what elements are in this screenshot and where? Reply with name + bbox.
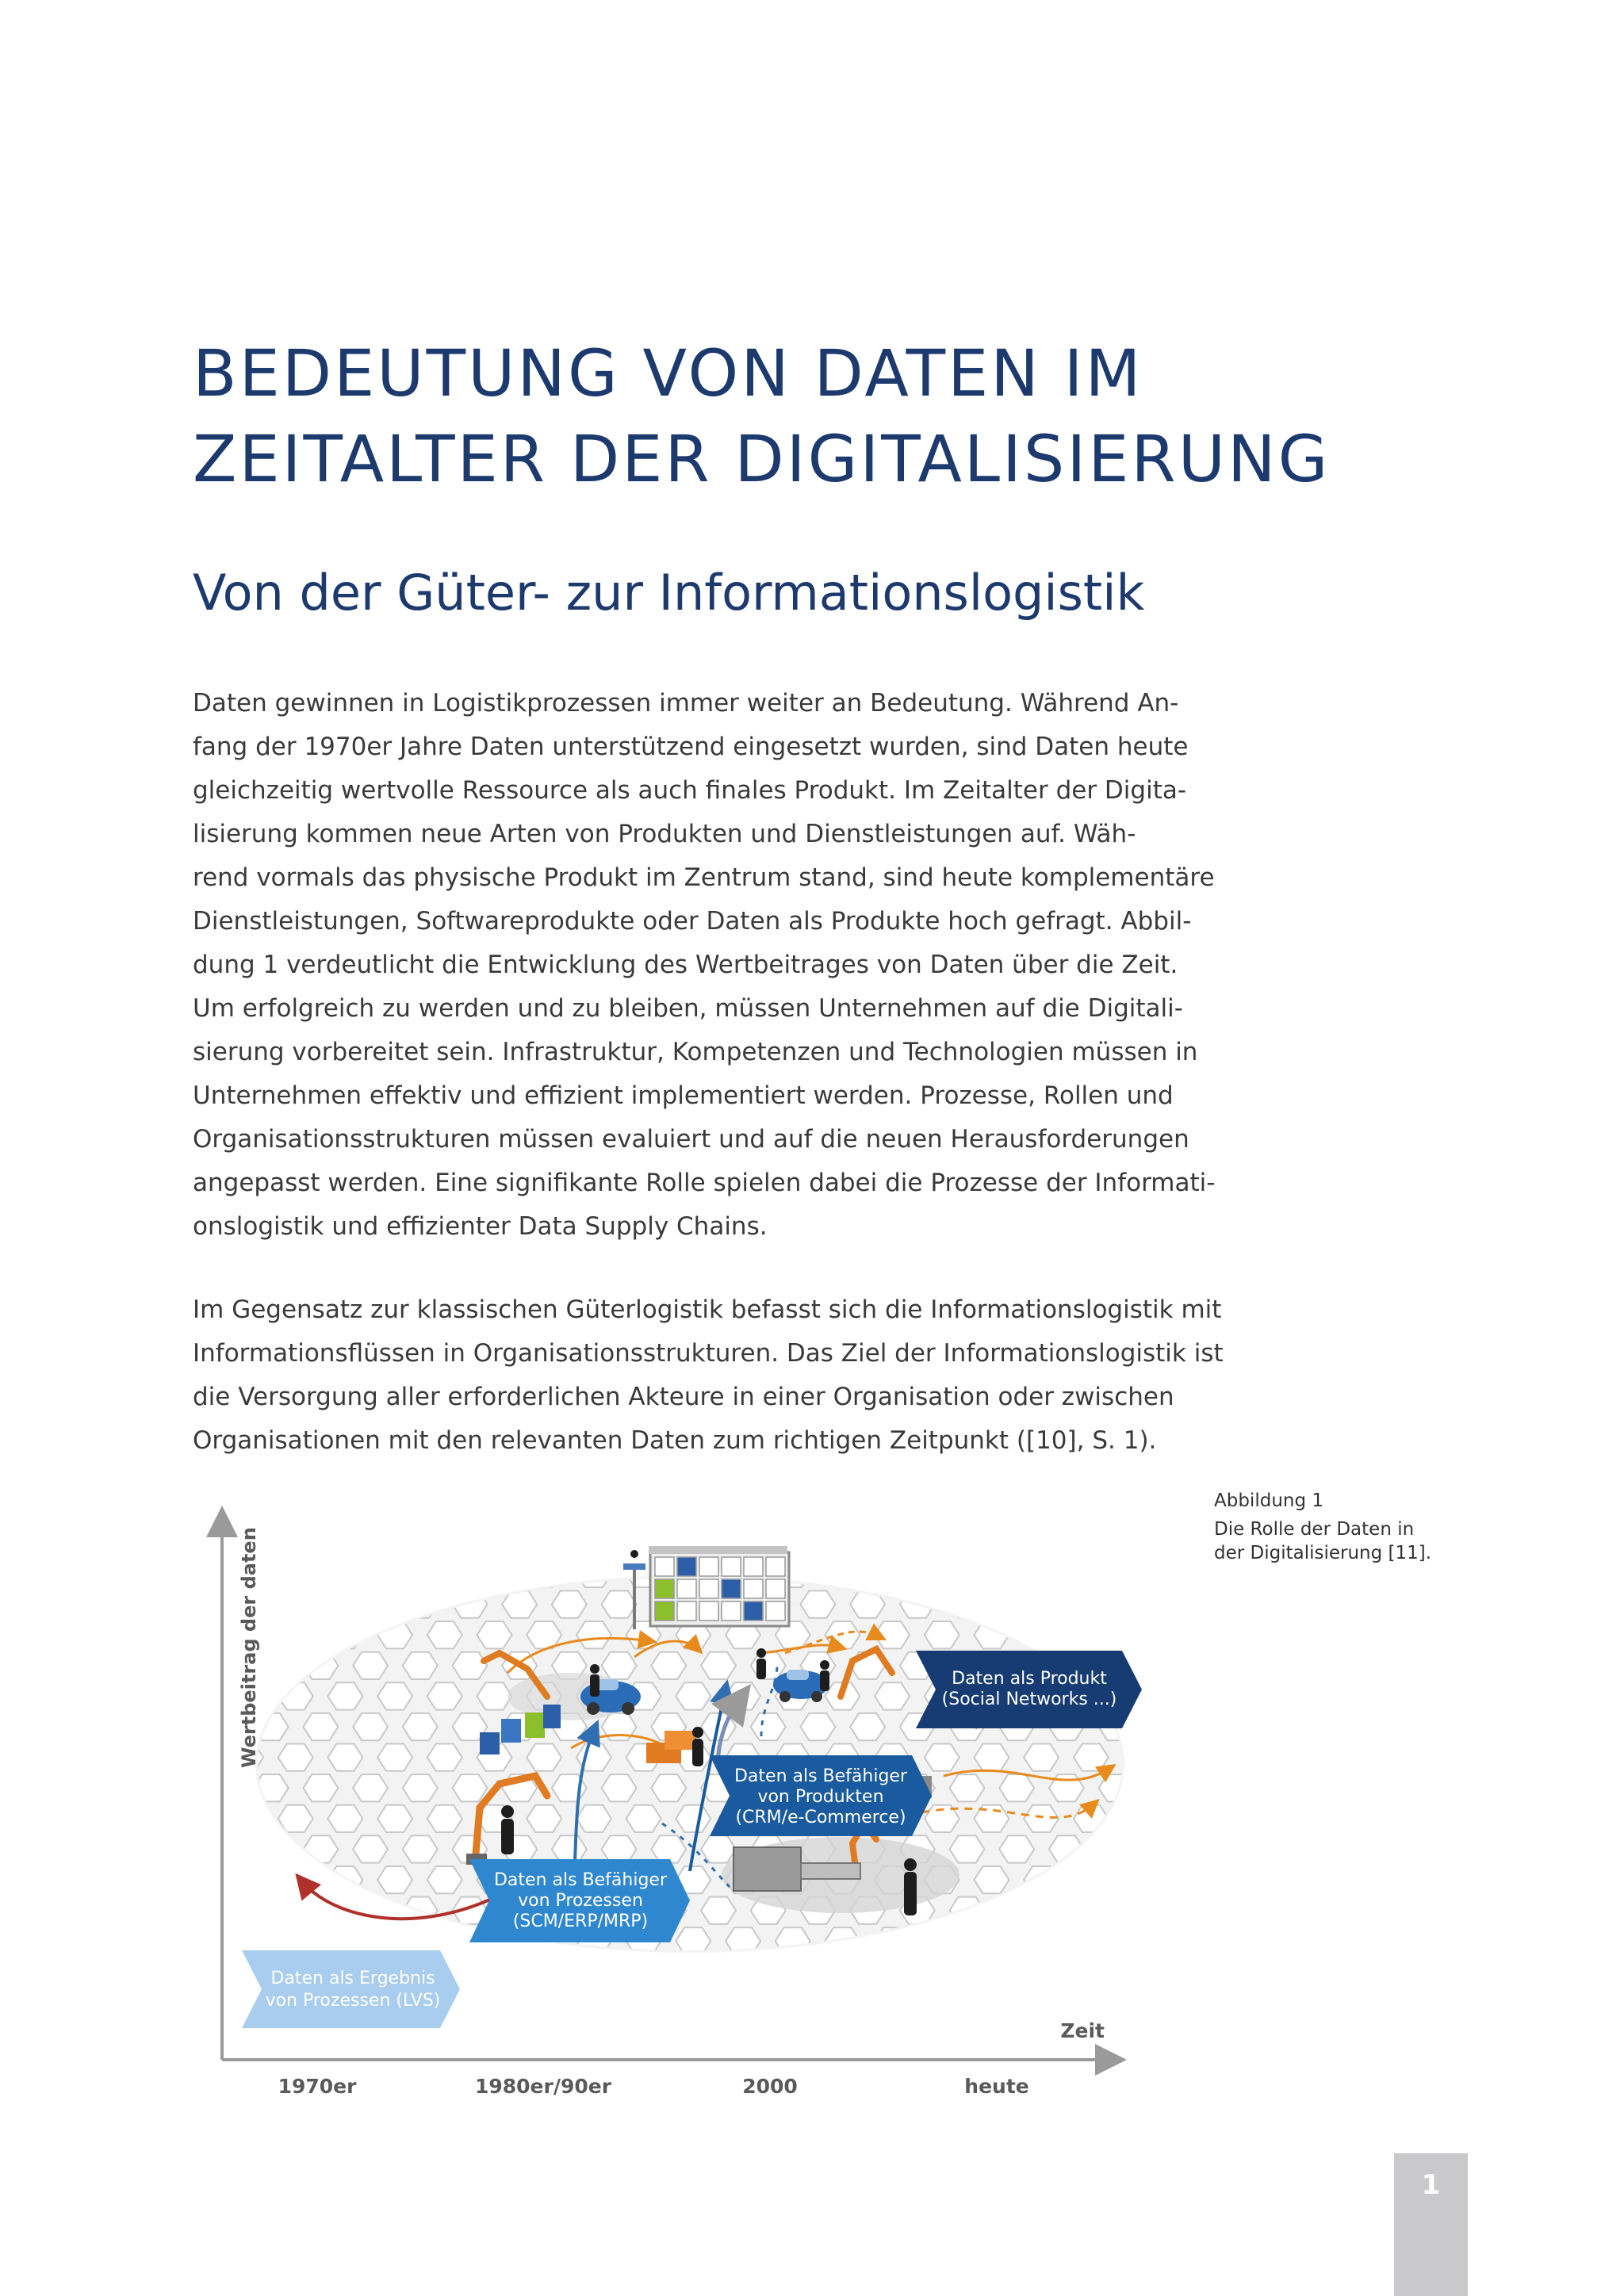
caption-text-line: der Digitalisierung [11]. <box>1214 1543 1432 1563</box>
x-axis-label: Zeit <box>1060 2019 1105 2042</box>
hex-tile <box>651 1958 686 1985</box>
hex-tile <box>1148 1652 1183 1679</box>
hex-tile <box>303 1591 338 1618</box>
hex-tile <box>453 1958 488 1985</box>
blue-cube <box>480 1732 500 1755</box>
hex-tile <box>950 1958 985 1985</box>
hex-tile <box>999 1897 1034 1924</box>
x-tick-label: 2000 <box>742 2075 798 2098</box>
caption-text-line: Die Rolle der Daten in <box>1214 1519 1415 1540</box>
hex-tile <box>1148 1897 1183 1924</box>
hex-tile <box>403 1713 438 1740</box>
hex-tile <box>303 1835 338 1862</box>
hex-tile <box>999 1774 1034 1801</box>
hex-tile <box>1099 1958 1134 1985</box>
hex-tile <box>552 1958 587 1985</box>
hex-tile <box>701 1835 736 1862</box>
hex-tile <box>353 1835 388 1862</box>
hex-tile <box>975 1866 1009 1893</box>
hex-tile <box>1124 1621 1159 1648</box>
hex-tile <box>1124 1744 1159 1771</box>
hex-tile <box>228 1866 263 1893</box>
hex-tile <box>576 1805 611 1832</box>
hex-tile <box>800 1958 835 1985</box>
paragraph-line: Daten gewinnen in Logistikprozessen immer weiter an Bedeutung. Während An- <box>193 689 1179 718</box>
hex-tile <box>1148 1774 1183 1801</box>
hex-tile <box>1124 1805 1159 1832</box>
shelf-cell <box>655 1601 674 1621</box>
x-tick-label: 1970er <box>278 2075 357 2098</box>
hex-tile <box>875 1621 910 1648</box>
hex-tile <box>427 1744 462 1771</box>
paragraph-line: rend vormals das physische Produkt im Zentrum stand, sind heute komplementäre <box>193 863 1215 892</box>
hex-tile <box>1173 1682 1208 1709</box>
scanner-head <box>623 1563 645 1570</box>
x-tick-label: 1980er/90er <box>474 2075 612 2098</box>
caption-label: Abbildung 1 <box>1214 1490 1324 1511</box>
hex-tile <box>353 1591 388 1618</box>
shelf-cell <box>677 1557 696 1576</box>
hex-tile <box>453 1774 488 1801</box>
hex-tile <box>427 1682 462 1709</box>
hex-tile <box>651 1835 686 1862</box>
stage-label-line: (Social Networks ...) <box>941 1689 1117 1709</box>
stage-label-line: Daten als Befähiger <box>493 1870 668 1890</box>
hex-tile <box>602 1591 637 1618</box>
hex-tile <box>800 1591 835 1618</box>
paragraph-line: fang der 1970er Jahre Daten unterstützend eingesetzt wurden, sind Daten heute <box>193 733 1189 761</box>
hex-tile <box>303 1713 338 1740</box>
hex-tile <box>676 1682 710 1709</box>
hex-tile <box>453 1591 488 1618</box>
hex-tile <box>1148 1835 1183 1862</box>
shelf-cell <box>766 1579 785 1598</box>
paragraph-line: lisierung kommen neue Arten von Produkten und Dienstleistungen auf. Wäh- <box>193 820 1136 848</box>
hex-tile <box>999 1958 1034 1985</box>
hex-tile <box>427 1866 462 1893</box>
shelf-cell <box>766 1601 785 1621</box>
stage-label-line: Daten als Produkt <box>952 1669 1107 1689</box>
paragraph-line: die Versorgung aller erforderlichen Akteure in einer Organisation oder zwischen <box>193 1383 1174 1411</box>
hex-tile <box>254 1835 289 1862</box>
hex-tile <box>1099 1835 1134 1862</box>
hex-tile <box>353 1774 388 1801</box>
hex-tile <box>377 1560 412 1587</box>
hex-tile <box>925 1560 959 1587</box>
shelf-cell <box>655 1557 674 1576</box>
paragraph-line: gleichzeitig wertvolle Ressource als auch finales Produkt. Im Zeitalter der Digita- <box>193 776 1187 805</box>
hex-tile <box>377 1744 412 1771</box>
hex-tile <box>377 1866 412 1893</box>
hex-tile <box>651 1652 686 1679</box>
stage-label-line: Daten als Befähiger <box>733 1766 908 1786</box>
hex-tile <box>278 1744 313 1771</box>
hex-tile <box>278 1621 313 1648</box>
hex-tile <box>1124 1927 1159 1954</box>
shelf-cell <box>744 1579 763 1598</box>
hex-tile <box>1074 1866 1109 1893</box>
hex-tile <box>1148 1591 1183 1618</box>
section-subtitle: Von der Güter- zur Informationslogistik <box>193 564 1145 622</box>
hex-tile <box>527 1560 561 1587</box>
shelf-cell <box>722 1579 741 1598</box>
hex-tile <box>1074 1744 1109 1771</box>
hex-tile <box>950 1774 985 1801</box>
hex-tile <box>1124 1866 1159 1893</box>
hex-tile <box>403 1835 438 1862</box>
shelf-illustration <box>649 1546 789 1626</box>
hex-tile <box>1173 1560 1208 1587</box>
hex-tile <box>427 1560 462 1587</box>
shelf-cell <box>722 1601 741 1621</box>
hex-tile <box>1198 1591 1233 1618</box>
hex-tile <box>1074 1560 1109 1587</box>
hex-tile <box>1173 1866 1208 1893</box>
page-number: 1 <box>1394 2153 1468 2296</box>
hex-tile <box>477 1560 512 1587</box>
hex-tile <box>427 1621 462 1648</box>
hex-tile <box>900 1958 935 1985</box>
shelf-cell <box>744 1557 763 1576</box>
hex-tile <box>999 1591 1034 1618</box>
hex-tile <box>676 1805 710 1832</box>
hex-tile <box>751 1652 786 1679</box>
hex-tile <box>651 1774 686 1801</box>
paragraph-line: dung 1 verdeutlicht die Entwicklung des Wertbeitrages von Daten über die Zeit. <box>193 951 1178 979</box>
hex-tile <box>502 1958 537 1985</box>
hex-tile <box>1173 1927 1208 1954</box>
paragraph-line: sierung vorbereitet sein. Infrastruktur, Kompetenzen und Technologien müssen in <box>193 1038 1198 1066</box>
hex-tile <box>1049 1591 1084 1618</box>
hex-tile <box>403 1652 438 1679</box>
hex-tile <box>701 1897 736 1924</box>
hex-tile <box>1198 1835 1233 1862</box>
hex-tile <box>950 1897 985 1924</box>
hex-tile <box>527 1805 561 1832</box>
hex-tile <box>477 1621 512 1648</box>
paragraph-line: Organisationsstrukturen müssen evaluiert und auf die neuen Herausforderungen <box>193 1125 1189 1154</box>
hex-tile <box>303 1897 338 1924</box>
hex-tile <box>1173 1621 1208 1648</box>
hex-tile <box>1148 1958 1183 1985</box>
paragraph-line: Unternehmen effektiv und effizient implementiert werden. Prozesse, Rollen und <box>193 1081 1174 1110</box>
hex-tile <box>850 1958 885 1985</box>
hex-tile <box>975 1560 1009 1587</box>
hex-tile <box>999 1835 1034 1862</box>
hex-tile <box>751 1958 786 1985</box>
shelf-cell <box>766 1557 785 1576</box>
hex-tile <box>403 1774 438 1801</box>
hex-tile <box>427 1805 462 1832</box>
stage-arrow-lvs <box>242 1950 460 2028</box>
hex-tile <box>950 1835 985 1862</box>
hex-tile <box>228 1805 263 1832</box>
hex-tile <box>1074 1927 1109 1954</box>
stage-label-line: von Produkten <box>757 1787 884 1807</box>
hex-tile <box>327 1744 362 1771</box>
shelf-cell <box>699 1557 718 1576</box>
hex-tile <box>254 1897 289 1924</box>
paragraph-line: Informationsflüssen in Organisationsstrukturen. Das Ziel der Informationslogistik ist <box>193 1339 1224 1368</box>
hex-tile <box>1024 1621 1059 1648</box>
paragraph-line: Im Gegensatz zur klassischen Güterlogistik befasst sich die Informationslogistik mit <box>193 1295 1222 1324</box>
stage-label-line: Daten als Ergebnis <box>270 1969 435 1988</box>
hex-tile <box>1024 1927 1059 1954</box>
hex-tile <box>1198 1897 1233 1924</box>
hex-tile <box>303 1774 338 1801</box>
hex-tile <box>1148 1713 1183 1740</box>
hex-tile <box>353 1897 388 1924</box>
hex-tile <box>925 1927 959 1954</box>
hex-tile <box>1198 1958 1233 1985</box>
hex-tile <box>327 1682 362 1709</box>
hex-tile <box>453 1652 488 1679</box>
paragraph-line: Um erfolgreich zu werden und zu bleiben, müssen Unternehmen auf die Digitali- <box>193 994 1183 1023</box>
hex-tile <box>751 1713 786 1740</box>
paragraph-line: onslogistik und effizienter Data Supply Chains. <box>193 1212 768 1241</box>
paragraph-line: Organisationen mit den relevanten Daten zum richtigen Zeitpunkt ([10], S. 1). <box>193 1426 1157 1455</box>
hex-tile <box>477 1682 512 1709</box>
shelf-cell <box>677 1601 696 1621</box>
hex-tile <box>602 1774 637 1801</box>
hex-tile <box>1124 1560 1159 1587</box>
hex-tile <box>527 1744 561 1771</box>
hex-tile <box>377 1805 412 1832</box>
hex-tile <box>1099 1591 1134 1618</box>
hex-tile <box>327 1805 362 1832</box>
hex-tile <box>875 1560 910 1587</box>
shelf-cell <box>655 1579 674 1598</box>
hex-tile <box>1049 1835 1084 1862</box>
shelf-cell <box>722 1557 741 1576</box>
green-cube <box>525 1712 545 1738</box>
stage-label-line: (SCM/ERP/MRP) <box>512 1911 649 1931</box>
hex-tile <box>1049 1958 1084 1985</box>
title-line-1: BEDEUTUNG VON DATEN IM <box>193 337 1143 411</box>
hex-tile <box>975 1927 1009 1954</box>
hex-tile <box>825 1560 860 1587</box>
stage-label-line: von Prozessen <box>518 1891 643 1911</box>
title-line-2: ZEITALTER DER DIGITALISIERUNG <box>193 423 1331 497</box>
shelf-cell <box>699 1579 718 1598</box>
hex-tile <box>875 1682 910 1709</box>
hex-tile <box>1049 1897 1084 1924</box>
hex-tile <box>1074 1621 1109 1648</box>
hex-tile <box>1198 1774 1233 1801</box>
hex-tile <box>602 1958 637 1985</box>
hex-tile <box>1099 1897 1134 1924</box>
hex-tile <box>975 1744 1009 1771</box>
hex-tile <box>701 1652 736 1679</box>
hex-tile <box>850 1713 885 1740</box>
hex-tile <box>925 1621 959 1648</box>
stage-label-line: von Prozessen (LVS) <box>265 1991 441 2011</box>
hex-tile <box>377 1682 412 1709</box>
hex-tile <box>602 1835 637 1862</box>
hex-tile <box>278 1560 313 1587</box>
x-tick-label: heute <box>964 2075 1029 2098</box>
orange-box <box>665 1731 696 1750</box>
hex-tile <box>602 1652 637 1679</box>
hex-tile <box>576 1621 611 1648</box>
hex-tile <box>1198 1652 1233 1679</box>
hex-tile <box>327 1560 362 1587</box>
paragraph-line: Dienstleistungen, Softwareprodukte oder Daten als Produkte hoch gefragt. Abbil- <box>193 907 1192 936</box>
hex-tile <box>1024 1560 1059 1587</box>
hex-tile <box>1024 1744 1059 1771</box>
shelf-cell <box>677 1579 696 1598</box>
hex-tile <box>726 1682 760 1709</box>
hex-tile <box>1173 1744 1208 1771</box>
hex-tile <box>353 1652 388 1679</box>
hex-tile <box>776 1927 810 1954</box>
shelf-cell <box>699 1601 718 1621</box>
hex-tile <box>1173 1805 1208 1832</box>
hex-tile <box>626 1805 661 1832</box>
hex-tile <box>552 1835 587 1862</box>
hex-tile <box>925 1744 959 1771</box>
hex-tile <box>701 1958 736 1985</box>
y-axis-label: Wertbeitrag der daten <box>238 1527 260 1768</box>
hex-tile <box>353 1713 388 1740</box>
hex-tile <box>950 1591 985 1618</box>
paragraph-line: angepasst werden. Eine signifikante Rolle spielen dabei die Prozesse der Informati- <box>193 1169 1216 1197</box>
shelf-cell <box>744 1601 763 1621</box>
hex-tile <box>1198 1713 1233 1740</box>
hex-tile <box>552 1591 587 1618</box>
stage-label-line: (CRM/e-Commerce) <box>735 1808 906 1827</box>
blue-cube <box>501 1719 521 1743</box>
blue-cube <box>543 1705 561 1728</box>
hex-tile <box>800 1713 835 1740</box>
